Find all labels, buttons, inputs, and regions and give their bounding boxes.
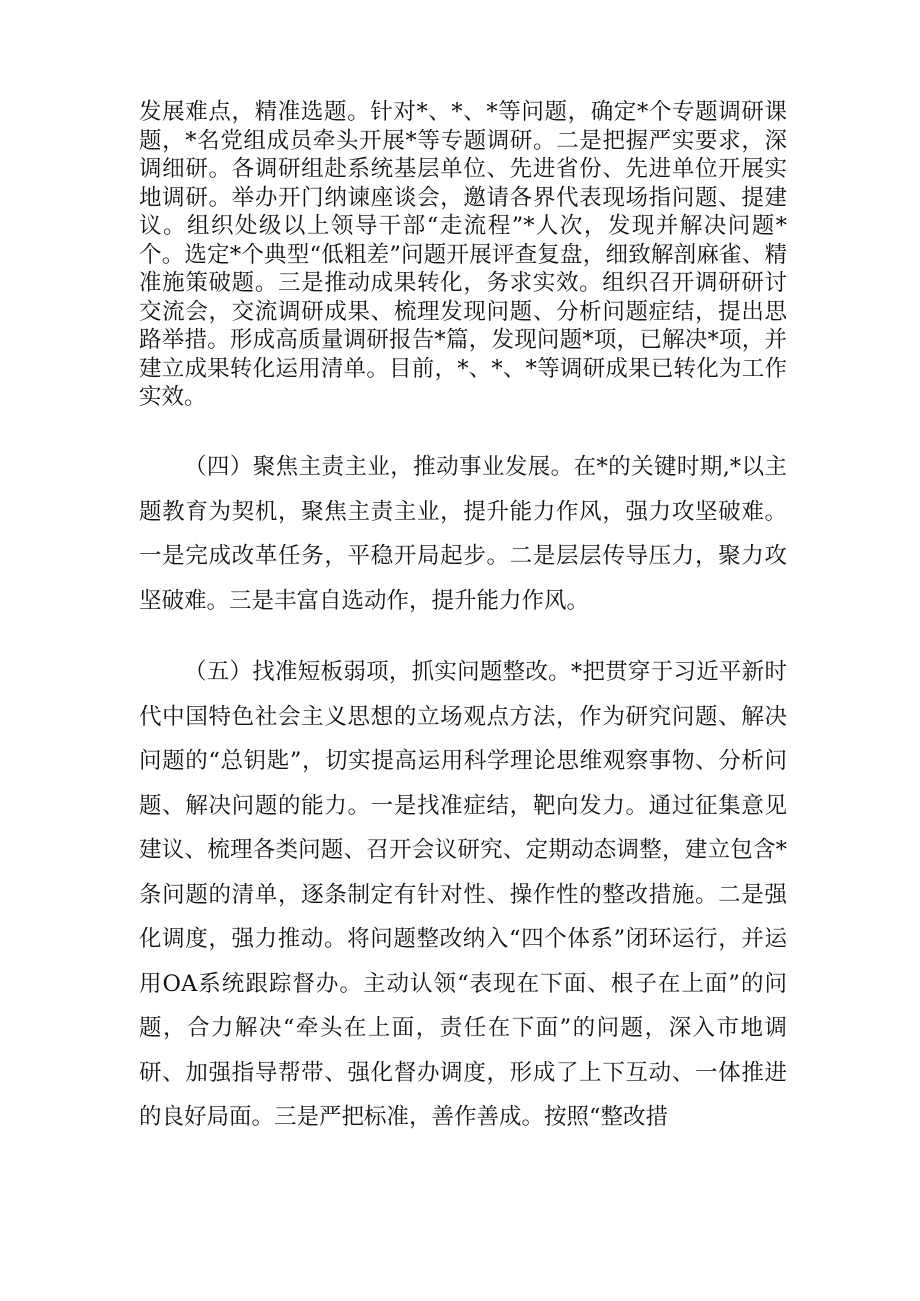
section-four-paragraph: （四）聚焦主责主业，推动事业发展。在*的关键时期,*以主题教育为契机，聚焦主责主业，提升能力作风，强力攻坚破难。一是完成改革任务，平稳开局起步。二是层层传导压力，聚力攻坚破难。三是丰富自选动作，提升能力作风。 [139, 454, 787, 614]
body-sections [139, 445, 787, 1140]
section-five-paragraph: （五）找准短板弱项，抓实问题整改。*把贯穿于习近平新时代中国特色社会主义思想的立场观点方法，作为研究问题、解决问题的“总钥匙”，切实提高运用科学理论思维观察事物、分析问题、解决问题的能力。一是找准症结，靶向发力。通过征集意见建议、梳理各类问题、召开会议研究、定期动态调整，建立包含*条问题的清单，逐条制定有针对性、操作性的整改措施。二是强化调度，强力推动。将问题整改纳入“四个体系”闭环运行，并运用OA系统跟踪督办。主动认领“表现在下面、根子在上面”的问题，合力解决“牵头在上面，责任在下面”的问题，深入市地调研、加强指导帮带、强化督办调度，形成了上下互动、一体推进的良好局面。三是严把标准，善作善成。按照“整改措 [139, 659, 787, 1130]
continuation-paragraph: 发展难点，精准选题。针对*、*、*等问题，确定*个专题调研课题，*名党组成员牵头开展*等专题调研。二是把握严实要求，深调细研。各调研组赴系统基层单位、先进省份、先进单位开展实地调研。举办开门纳谏座谈会，邀请各界代表现场指问题、提建议。组织处级以上领导干部“走流程”*人次，发现并解决问题*个。选定*个典型“低粗差”问题开展评查复盘，细致解剖麻雀、精准施策破题。三是推动成果转化，务求实效。组织召开调研研讨交流会，交流调研成果、梳理发现问题、分析问题症结，提出思路举措。形成高质量调研报告*篇，发现问题*项，已解决*项，并建立成果转化运用清单。目前，*、*、*等调研成果已转化为工作实效。 [139, 99, 787, 410]
